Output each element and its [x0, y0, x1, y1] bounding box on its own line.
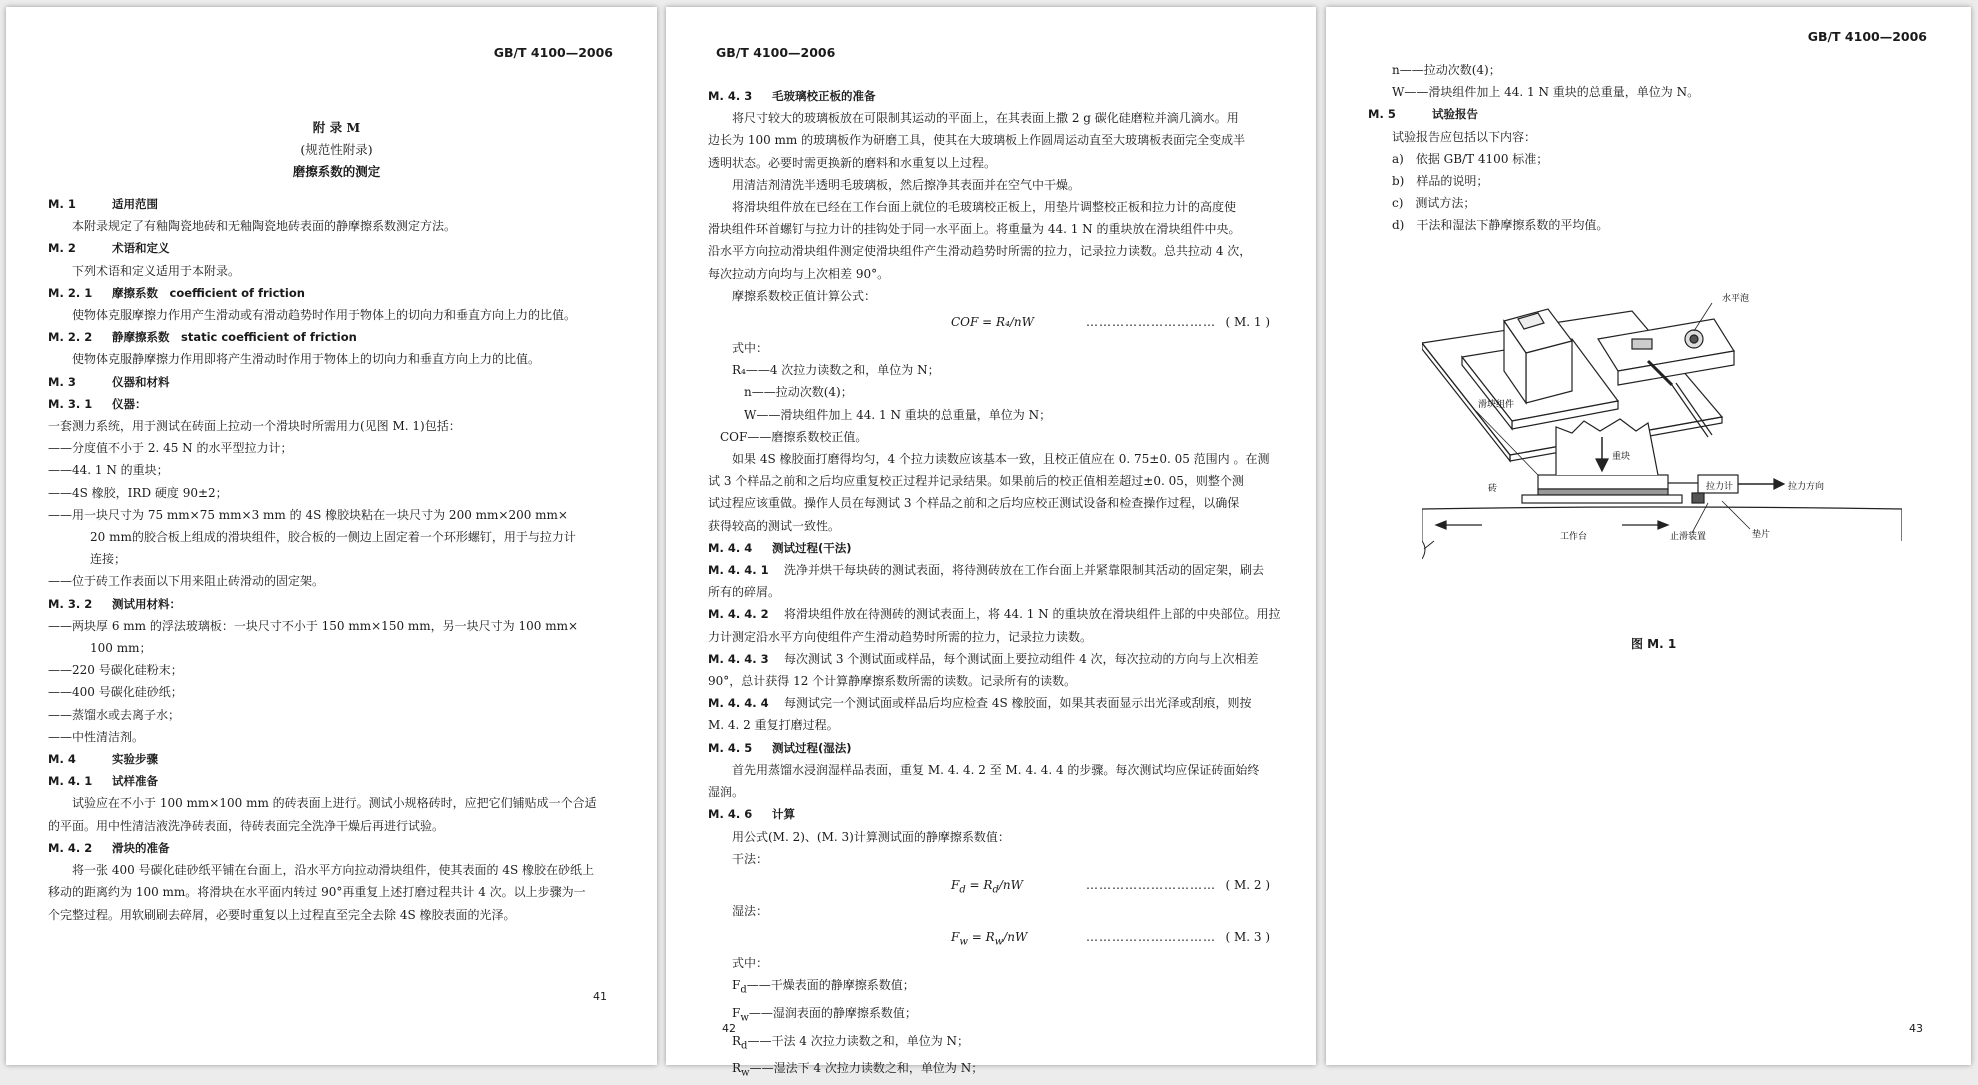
section-heading	[708, 537, 1284, 559]
text-line: M. 4. 2 重复打磨过程。	[708, 718, 839, 733]
text-line: $F_d——$干燥表面的静摩擦系数值；	[732, 978, 915, 996]
label-slider: 滑块组件	[1478, 400, 1515, 410]
label-pad: 垫片	[1752, 530, 1771, 540]
text-line: 个完整过程。用软刷刷去碎屑，必要时重复以上过程直至完全去除 4S 橡胶表面的光泽。	[48, 907, 516, 922]
text-line: 透明状态。必要时需更换新的磨料和水重复以上过程。	[708, 155, 997, 170]
tile-side-shape	[1522, 495, 1682, 503]
text-line: b) 样品的说明；	[1392, 174, 1489, 189]
text-line: a) 依据 GB/T 4100 标准；	[1392, 151, 1549, 166]
text-line: 将尺寸较大的玻璃板放在可限制其运动的平面上，在其表面上撒 2 g 碳化硅磨粒并滴几滴水。用	[732, 111, 1239, 126]
section-number: M. 5	[1368, 107, 1396, 122]
section-number: M. 4. 2	[48, 840, 93, 855]
section-number: M. 4. 4. 2	[708, 607, 769, 622]
page-number: 41	[593, 990, 607, 1003]
text-line: $F_w——$湿润表面的静摩擦系数值；	[732, 1005, 917, 1024]
formula-expression: COF = R₄/nW	[951, 315, 1034, 330]
text-line: c) 测试方法；	[1392, 196, 1476, 211]
text-line: 用清洁剂清洗半透明毛玻璃板，然后擦净其表面并在空气中干燥。	[732, 177, 1081, 192]
section-text: 适用范围	[112, 197, 158, 211]
page-body	[708, 337, 1284, 870]
text-line: $R_w——$湿法下 4 次拉力读数之和，单位为 N；	[732, 1061, 984, 1079]
text-line: COF——磨擦系数校正值。	[708, 429, 868, 444]
text-line: 试验报告应包括以下内容：	[1392, 129, 1537, 144]
text-line: ——220 号碳化硅粉末；	[48, 663, 183, 678]
section-heading	[708, 559, 1284, 581]
section-heading	[48, 282, 625, 304]
section-text: 滑块的准备	[112, 840, 170, 855]
section-number: M. 4. 3	[708, 89, 753, 103]
text-line: 90°，总计获得 12 个计算静摩擦系数所需的读数。记录所有的读数。	[708, 674, 1077, 689]
section-text: 测试过程(湿法)	[772, 740, 852, 755]
formula-number: ( M. 3 )	[1225, 930, 1270, 945]
page-body	[1368, 59, 1939, 237]
text-line: 干法：	[732, 851, 769, 866]
text-line: 的平面。用中性清洁液洗净砖表面，待砖表面完全洗净干燥后再进行试验。	[48, 818, 445, 833]
section-number: M. 4. 4. 3	[708, 651, 769, 666]
text-line: W——滑块组件加上 44. 1 N 重块的总重量，单位为 N；	[732, 407, 1052, 422]
apparatus-figure	[1422, 279, 1902, 629]
formula-expression: $F_w = R_w/nW$	[951, 930, 1028, 948]
section-heading	[708, 85, 1284, 107]
wet-label: 湿法：	[732, 903, 769, 918]
section-number: M. 3. 2	[48, 596, 93, 611]
text-line: 将一张 400 号碳化硅砂纸平铺在台面上，沿水平方向拉动滑块组件，使其表面的 4S 橡胶在砂纸上	[72, 863, 595, 878]
standard-code: GB/T 4100—2006	[716, 45, 836, 60]
section-text: 实验步骤	[112, 752, 158, 767]
text-line: 获得较高的测试一致性。	[708, 518, 841, 533]
text-line: $R_d——$干法 4 次拉力读数之和，单位为 N；	[732, 1033, 970, 1051]
section-heading	[708, 803, 1284, 825]
text-line: ——用一块尺寸为 75 mm×75 mm×3 mm 的 4S 橡胶块粘在一块尺寸为 200 mm×200 mm×	[48, 507, 568, 522]
text-line: W——滑块组件加上 44. 1 N 重块的总重量，单位为 N。	[1392, 85, 1700, 100]
text-line: 使物体克服静摩擦力作用即将产生滑动时作用于物体上的切向力和垂直方向上力的比值。	[72, 352, 541, 367]
text-line: 下列术语和定义适用于本附录。	[72, 263, 241, 278]
section-number: M. 4. 6	[708, 807, 753, 822]
text-line: ——400 号碳化硅砂纸；	[48, 685, 183, 700]
table-surface	[1422, 507, 1902, 509]
text-line: ——蒸馏水或去离子水；	[48, 707, 181, 722]
section-heading	[1368, 103, 1939, 125]
text-line: 连接；	[90, 552, 127, 567]
formula-number: ( M. 2 )	[1225, 877, 1270, 892]
annex-type: (规范性附录)	[300, 142, 373, 157]
formula-m2	[708, 870, 1284, 900]
figure-caption: 图 M. 1	[1631, 637, 1677, 651]
text-line: 湿润。	[708, 785, 745, 800]
section-number: M. 2. 1	[48, 285, 93, 300]
text-line: ——44. 1 N 的重块；	[48, 463, 169, 478]
section-number: M. 2	[48, 241, 76, 256]
leader-dots: …………………………	[1086, 877, 1216, 892]
section-heading	[48, 326, 625, 348]
page-41	[6, 7, 657, 1065]
formula-m3	[708, 922, 1284, 952]
formula-number: ( M. 1 )	[1225, 315, 1270, 330]
page-body	[708, 952, 1284, 1085]
text-line: 每次拉动方向均与上次相差 90°。	[708, 266, 890, 281]
page-body	[708, 85, 1284, 307]
section-text: 测试用材料：	[112, 596, 181, 611]
text-line: 如果 4S 橡胶面打磨得均匀，4 个拉力读数应该基本一致，且校正值应在 0. 75±0. 05 范围内 。在测	[732, 452, 1270, 467]
text-line: 将滑块组件放在已经在工作台面上就位的毛玻璃校正板上，用垫片调整校正板和拉力计的高度使	[732, 200, 1237, 215]
section-number: M. 4. 5	[708, 740, 753, 755]
section-heading	[708, 648, 1284, 670]
section-number: M. 4. 4. 1	[708, 563, 769, 578]
leader-dots: …………………………	[1086, 315, 1216, 330]
section-text: 每测试完一个测试面或样品后均应检查 4S 橡胶面，如果其表面显示出光泽或刮痕，则按	[784, 696, 1252, 711]
page-number: 43	[1909, 1022, 1923, 1035]
text-line: ——中性清洁剂。	[48, 729, 145, 744]
text-line: 滑块组件环首螺钉与拉力计的挂钩处于同一水平面上。将重量为 44. 1 N 的重块放在滑块组件中央。	[708, 222, 1241, 237]
text-line: ——4S 橡胶，IRD 硬度 90±2；	[48, 485, 228, 500]
section-text: 毛玻璃校正板的准备	[772, 89, 876, 103]
annex-title: 附 录 M	[312, 120, 361, 135]
section-heading	[48, 393, 625, 415]
text-line: 试 3 个样品之前和之后均应重复校正过程并记录结果。如果前后的校正值相差超过±0. 05，则整个测	[708, 474, 1244, 489]
text-line: ——位于砖工作表面以下用来阻止砖滑动的固定架。	[48, 574, 325, 589]
weight-side-shape	[1556, 419, 1658, 475]
section-number: M. 3	[48, 374, 76, 389]
section-heading	[708, 692, 1284, 714]
section-text: 静摩擦系数 static coefficient of friction	[112, 330, 357, 345]
label-weight: 重块	[1612, 452, 1631, 462]
text-line: 试验应在不小于 100 mm×100 mm 的砖表面上进行。测试小规格砖时，应把它们铺贴成一个合适	[72, 796, 597, 811]
section-number: M. 4	[48, 752, 76, 767]
section-heading	[48, 748, 625, 770]
text-line: 用公式(M. 2)、(M. 3)计算测试面的静摩擦系数值：	[732, 829, 1010, 844]
page-43	[1326, 7, 1971, 1065]
text-line: 摩擦系数校正值计算公式：	[732, 288, 877, 303]
section-number: M. 2. 2	[48, 330, 93, 345]
text-line: 力计测定沿水平方向使组件产生滑动趋势时所需的拉力，记录拉力读数。	[708, 629, 1093, 644]
text-line: 使物体克服摩擦力作用产生滑动或有滑动趋势时作用于物体上的切向力和垂直方向上力的比值。	[72, 308, 577, 323]
section-text: 试验报告	[1432, 107, 1478, 122]
section-text: 仪器和材料	[112, 374, 170, 389]
standard-code: GB/T 4100—2006	[493, 45, 613, 60]
text-line: 移动的距离约为 100 mm。将滑块在水平面内转过 90°再重复上述打磨过程共计 4 次。以上步骤为一	[48, 885, 586, 900]
section-heading	[708, 737, 1284, 759]
text-line: 100 mm；	[90, 641, 152, 656]
slider-side-shape	[1538, 475, 1668, 489]
section-text: 每次测试 3 个测试面或样品，每个测试面上要拉动组件 4 次，每次拉动的方向与上次相差	[784, 651, 1259, 666]
text-line: ——分度值不小于 2. 45 N 的水平型拉力计；	[48, 441, 293, 456]
section-text: 将滑块组件放在待测砖的测试表面上，将 44. 1 N 的重块放在滑块组件上部的中央部位。用拉	[784, 607, 1281, 622]
leader-dots: …………………………	[1086, 930, 1216, 945]
section-number: M. 4. 4. 4	[708, 696, 769, 711]
text-line: 本附录规定了有釉陶瓷地砖和无釉陶瓷地砖表面的静摩擦系数测定方法。	[72, 219, 457, 234]
section-heading	[48, 593, 625, 615]
label-tile: 砖	[1488, 484, 1498, 494]
text-line: 沿水平方向拉动滑块组件测定使滑块组件产生滑动趋势时所需的拉力，记录拉力读数。总共拉动 4 次，	[708, 244, 1252, 259]
text-line: 式中：	[732, 341, 769, 356]
annex-name: 磨擦系数的测定	[292, 164, 381, 179]
text-line: 所有的碎屑。	[708, 585, 781, 600]
formula-expression: $F_d = R_d/nW$	[951, 877, 1023, 896]
section-number: M. 3. 1	[48, 396, 93, 411]
section-number: M. 1	[48, 197, 76, 211]
annex-heading	[48, 117, 625, 183]
label-direction: 拉力方向	[1788, 482, 1825, 492]
page-number: 42	[722, 1022, 736, 1035]
text-line: R₄——4 次拉力读数之和，单位为 N；	[732, 363, 940, 378]
section-text: 仪器：	[112, 396, 147, 411]
text-line: 首先用蒸馏水浸润湿样品表面，重复 M. 4. 4. 2 至 M. 4. 4. 4 的步骤。每次测试均应保证砖面始终	[732, 762, 1260, 777]
text-line: ——两块厚 6 mm 的浮法玻璃板：一块尺寸不小于 150 mm×150 mm，另一块尺寸为 100 mm×	[48, 618, 579, 633]
section-heading	[48, 237, 625, 259]
section-heading	[48, 193, 625, 215]
text-line: 20 mm的胶合板上组成的滑块组件，胶合板的一侧边上固定着一个环形螺钉，用于与拉力计	[90, 530, 576, 545]
section-heading	[48, 371, 625, 393]
section-text: 试样准备	[112, 774, 158, 789]
text-line: n——拉动次数(4)；	[1392, 63, 1501, 77]
label-gauge: 拉力计	[1706, 482, 1734, 492]
label-stop: 止滑装置	[1670, 532, 1707, 542]
page-42	[666, 7, 1316, 1079]
section-number: M. 4. 1	[48, 774, 93, 789]
text-line: 一套测力系统，用于测试在砖面上拉动一个滑块时所需用力(见图 M. 1)包括：	[48, 419, 461, 434]
page-body	[48, 193, 625, 926]
text-line: d) 干法和湿法下静摩擦系数的平均值。	[1392, 218, 1609, 233]
section-number: M. 4. 4	[708, 540, 753, 555]
section-heading	[708, 603, 1284, 625]
section-text: 洗净并烘干每块砖的测试表面，将待测砖放在工作台面上并紧靠限制其活动的固定架，刷去	[784, 563, 1265, 578]
formula-m1	[708, 307, 1284, 337]
section-text: 计算	[772, 807, 795, 822]
label-level: 水平泡	[1722, 294, 1750, 304]
text-line: 式中：	[732, 956, 769, 971]
section-text: 摩擦系数 coefficient of friction	[112, 285, 305, 300]
text-line: n——拉动次数(4)；	[732, 385, 853, 400]
section-heading	[48, 770, 625, 792]
section-text: 术语和定义	[112, 241, 170, 256]
standard-code: GB/T 4100—2006	[1807, 29, 1927, 44]
section-heading	[48, 837, 625, 859]
section-text: 测试过程(干法)	[772, 540, 852, 555]
label-table: 工作台	[1560, 532, 1588, 542]
text-line: 边长为 100 mm 的玻璃板作为研磨工具，使其在大玻璃板上作圆周运动直至大玻璃板表面完全变成半	[708, 133, 1246, 148]
text-line: 试过程应该重做。操作人员在每测试 3 个样品之前和之后均应校正测试设备和检查操作过程，以确保	[708, 496, 1240, 511]
